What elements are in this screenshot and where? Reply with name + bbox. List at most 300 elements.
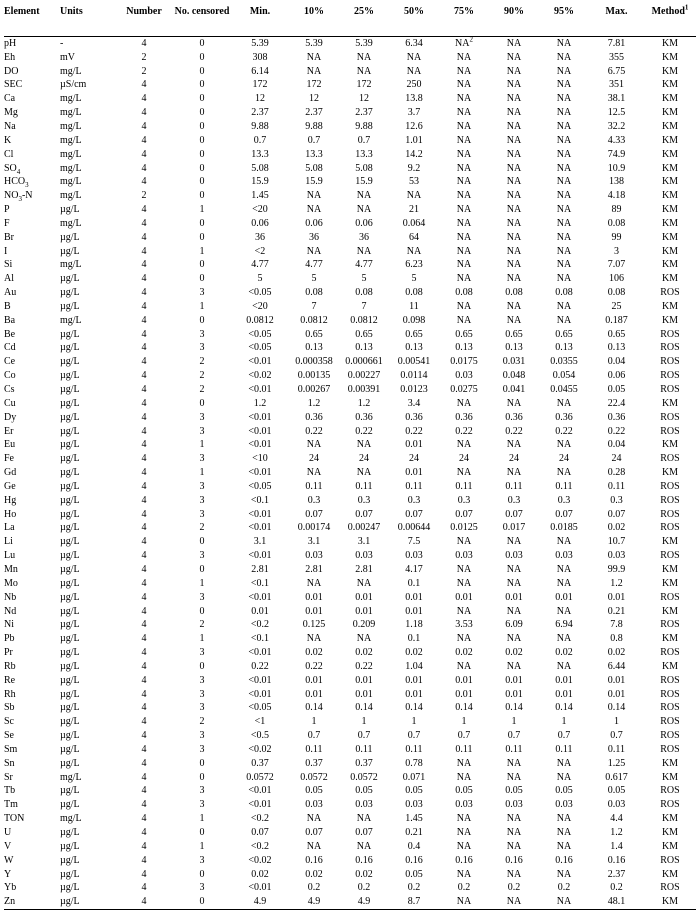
cell-number bbox=[115, 757, 173, 771]
cell-text: NA bbox=[506, 93, 522, 105]
cell-method bbox=[644, 785, 696, 799]
cell-text: 1.2 bbox=[610, 577, 623, 589]
cell-text: NA bbox=[556, 204, 572, 216]
cell-text: <0.02 bbox=[248, 370, 272, 382]
cell-text: ROS bbox=[660, 702, 680, 714]
cell-p90 bbox=[489, 868, 539, 882]
cell-no-censored bbox=[173, 466, 231, 480]
cell-text: µg/L bbox=[60, 356, 80, 368]
cell-p75 bbox=[439, 162, 489, 176]
cell-min bbox=[231, 162, 289, 176]
cell-text: 4 bbox=[141, 674, 147, 686]
cell-method bbox=[644, 79, 696, 93]
cell-text: 0.11 bbox=[505, 480, 523, 492]
cell-number bbox=[115, 563, 173, 577]
cell-text: 0 bbox=[199, 397, 205, 409]
cell-text: 0.03 bbox=[555, 799, 573, 811]
cell-units bbox=[60, 383, 115, 397]
footnote-marker: 1 bbox=[684, 3, 689, 12]
cell-text: 0.01 bbox=[305, 674, 323, 686]
cell-p10 bbox=[289, 425, 339, 439]
cell-text: 12 bbox=[255, 93, 265, 105]
cell-text: <0.05 bbox=[248, 328, 272, 340]
cell-p50 bbox=[389, 591, 439, 605]
cell-text: NA bbox=[456, 813, 472, 825]
cell-p10 bbox=[289, 771, 339, 785]
cell-p10 bbox=[289, 272, 339, 286]
cell-text: 4 bbox=[141, 854, 147, 866]
cell-text: NA bbox=[506, 231, 522, 243]
cell-text: NA bbox=[456, 757, 472, 769]
cell-min bbox=[231, 148, 289, 162]
cell-p90 bbox=[489, 134, 539, 148]
cell-number bbox=[115, 618, 173, 632]
cell-text: 4 bbox=[141, 813, 147, 825]
cell-min bbox=[231, 175, 289, 189]
cell-p25 bbox=[339, 591, 389, 605]
table-row bbox=[4, 466, 696, 480]
cell-text: ROS bbox=[660, 287, 680, 299]
cell-text: 13.3 bbox=[355, 148, 373, 160]
cell-p50 bbox=[389, 618, 439, 632]
cell-method bbox=[644, 120, 696, 134]
cell-text: 1 bbox=[199, 245, 205, 257]
cell-p90 bbox=[489, 729, 539, 743]
header-p50 bbox=[389, 3, 439, 37]
cell-units bbox=[60, 148, 115, 162]
cell-method bbox=[644, 189, 696, 203]
cell-text: 5.39 bbox=[251, 37, 269, 49]
cell-text: 0.16 bbox=[405, 854, 423, 866]
cell-text: 0.22 bbox=[405, 425, 423, 437]
cell-text: 0.65 bbox=[405, 328, 423, 340]
cell-text: <10 bbox=[252, 453, 268, 465]
cell-text: 1 bbox=[561, 716, 567, 728]
table-row bbox=[4, 743, 696, 757]
cell-number bbox=[115, 259, 173, 273]
table-row bbox=[4, 508, 696, 522]
cell-text: 0.01 bbox=[405, 605, 423, 617]
cell-p25 bbox=[339, 203, 389, 217]
cell-text: 1 bbox=[199, 813, 205, 825]
cell-text: 0.0572 bbox=[246, 771, 274, 783]
cell-units bbox=[60, 591, 115, 605]
cell-text: 0.06 bbox=[305, 217, 323, 229]
cell-text: µg/L bbox=[60, 868, 80, 880]
cell-text: Li bbox=[4, 536, 13, 548]
table-row bbox=[4, 591, 696, 605]
header-p25 bbox=[339, 3, 389, 37]
cell-text: 4 bbox=[141, 633, 147, 645]
cell-units bbox=[60, 868, 115, 882]
cell-text: NA bbox=[506, 868, 522, 880]
cell-text: <0.02 bbox=[248, 854, 272, 866]
cell-units bbox=[60, 466, 115, 480]
cell-p25 bbox=[339, 688, 389, 702]
cell-text: NA bbox=[456, 577, 472, 589]
cell-p50 bbox=[389, 120, 439, 134]
header-no-censored bbox=[173, 3, 231, 37]
cell-text: 0.13 bbox=[455, 342, 473, 354]
cell-text: SO bbox=[4, 162, 17, 174]
cell-min bbox=[231, 826, 289, 840]
cell-units bbox=[60, 217, 115, 231]
cell-text: K bbox=[4, 134, 12, 146]
cell-text: 0.03 bbox=[505, 799, 523, 811]
cell-p25 bbox=[339, 660, 389, 674]
cell-min bbox=[231, 798, 289, 812]
cell-text: ROS bbox=[660, 550, 680, 562]
cell-text: 0.7 bbox=[557, 730, 571, 742]
cell-method bbox=[644, 438, 696, 452]
cell-p90 bbox=[489, 397, 539, 411]
cell-p90 bbox=[489, 162, 539, 176]
cell-text: 0.37 bbox=[251, 757, 269, 769]
cell-text: NA bbox=[456, 93, 472, 105]
cell-text: 3 bbox=[199, 425, 205, 437]
cell-text: 0.064 bbox=[402, 217, 426, 229]
cell-p90 bbox=[489, 480, 539, 494]
cell-text: 6.75 bbox=[607, 65, 626, 77]
cell-number bbox=[115, 480, 173, 494]
cell-text: µg/L bbox=[60, 785, 80, 797]
cell-text: 0.209 bbox=[352, 619, 376, 631]
cell-text: 0.22 bbox=[251, 660, 269, 672]
cell-p90 bbox=[489, 189, 539, 203]
cell-element bbox=[4, 51, 60, 65]
cell-text: KM bbox=[661, 231, 679, 243]
cell-units bbox=[60, 771, 115, 785]
cell-number bbox=[115, 605, 173, 619]
cell-text: 0.02 bbox=[305, 647, 323, 659]
cell-text: 8.7 bbox=[407, 896, 421, 908]
cell-units bbox=[60, 729, 115, 743]
cell-text: µg/L bbox=[60, 494, 80, 506]
cell-max bbox=[589, 826, 644, 840]
cell-p10 bbox=[289, 328, 339, 342]
cell-p50 bbox=[389, 715, 439, 729]
cell-text: µg/L bbox=[60, 882, 80, 894]
cell-text: KM bbox=[661, 813, 679, 825]
cell-p10 bbox=[289, 840, 339, 854]
cell-text: <0.2 bbox=[250, 840, 270, 852]
cell-p50 bbox=[389, 203, 439, 217]
cell-max bbox=[589, 328, 644, 342]
cell-units bbox=[60, 452, 115, 466]
cell-p50 bbox=[389, 577, 439, 591]
cell-number bbox=[115, 494, 173, 508]
cell-no-censored bbox=[173, 688, 231, 702]
cell-text: 0.017 bbox=[502, 522, 526, 534]
cell-text: 0.0455 bbox=[550, 384, 578, 396]
cell-text: KM bbox=[661, 300, 679, 312]
cell-p50 bbox=[389, 65, 439, 79]
cell-p10 bbox=[289, 549, 339, 563]
cell-p50 bbox=[389, 660, 439, 674]
cell-text: 4 bbox=[141, 314, 147, 326]
cell-text: 0.0175 bbox=[450, 356, 478, 368]
table-row bbox=[4, 411, 696, 425]
cell-element bbox=[4, 369, 60, 383]
cell-text: 0.11 bbox=[355, 480, 373, 492]
cell-text: 351 bbox=[609, 79, 624, 91]
cell-text: 4 bbox=[141, 882, 147, 894]
cell-number bbox=[115, 51, 173, 65]
cell-text: 0.28 bbox=[607, 467, 626, 479]
cell-no-censored bbox=[173, 383, 231, 397]
cell-no-censored bbox=[173, 65, 231, 79]
cell-number bbox=[115, 895, 173, 909]
cell-element bbox=[4, 383, 60, 397]
cell-text: µg/L bbox=[60, 453, 80, 465]
cell-p25 bbox=[339, 812, 389, 826]
cell-element bbox=[4, 397, 60, 411]
cell-min bbox=[231, 272, 289, 286]
cell-p90 bbox=[489, 452, 539, 466]
cell-no-censored bbox=[173, 591, 231, 605]
cell-text: NA bbox=[556, 65, 572, 77]
cell-min bbox=[231, 65, 289, 79]
cell-text: 3.4 bbox=[407, 397, 421, 409]
cell-text: 0.11 bbox=[607, 743, 626, 755]
cell-text: NA bbox=[556, 134, 572, 146]
cell-max bbox=[589, 508, 644, 522]
cell-text: Y bbox=[4, 868, 12, 880]
cell-p10 bbox=[289, 798, 339, 812]
cell-units bbox=[60, 106, 115, 120]
cell-text: NA bbox=[306, 51, 322, 63]
cell-text: 5.08 bbox=[355, 162, 373, 174]
cell-text: 74.9 bbox=[607, 148, 626, 160]
cell-text: NA bbox=[556, 840, 572, 852]
cell-p50 bbox=[389, 300, 439, 314]
cell-text: 4 bbox=[141, 896, 147, 908]
cell-number bbox=[115, 674, 173, 688]
cell-p90 bbox=[489, 785, 539, 799]
cell-p25 bbox=[339, 51, 389, 65]
cell-p25 bbox=[339, 120, 389, 134]
header-p90 bbox=[489, 3, 539, 37]
header-p95 bbox=[539, 3, 589, 37]
cell-p95 bbox=[539, 674, 589, 688]
cell-text: 3 bbox=[199, 785, 205, 797]
cell-max bbox=[589, 355, 644, 369]
cell-text: 4 bbox=[141, 397, 147, 409]
cell-text: 1 bbox=[614, 716, 619, 728]
cell-text: <0.1 bbox=[250, 494, 270, 506]
cell-text: 1.25 bbox=[607, 757, 626, 769]
cell-p10 bbox=[289, 854, 339, 868]
cell-text: V bbox=[4, 840, 12, 852]
cell-element bbox=[4, 688, 60, 702]
cell-min bbox=[231, 591, 289, 605]
cell-min bbox=[231, 715, 289, 729]
cell-text: 0.04 bbox=[607, 439, 626, 451]
cell-text: 4 bbox=[141, 743, 147, 755]
cell-p25 bbox=[339, 549, 389, 563]
cell-text: 0.01 bbox=[607, 591, 626, 603]
cell-text: mg/L bbox=[60, 107, 82, 119]
cell-text: 0.36 bbox=[405, 411, 423, 423]
cell-number bbox=[115, 438, 173, 452]
cell-text: NA bbox=[356, 245, 372, 257]
cell-text: 0.07 bbox=[455, 508, 473, 520]
cell-text: ROS bbox=[660, 854, 680, 866]
cell-no-censored bbox=[173, 549, 231, 563]
cell-text: 0.22 bbox=[505, 425, 523, 437]
cell-text: NA bbox=[556, 245, 572, 257]
cell-text: 3 bbox=[199, 799, 205, 811]
cell-text: Co bbox=[4, 370, 16, 382]
cell-text: 4 bbox=[141, 411, 147, 423]
cell-units bbox=[60, 494, 115, 508]
cell-text: 2.37 bbox=[305, 107, 323, 119]
cell-text: 4 bbox=[141, 287, 147, 299]
cell-method bbox=[644, 452, 696, 466]
cell-p10 bbox=[289, 480, 339, 494]
cell-text: 0.03 bbox=[455, 550, 473, 562]
cell-text: NA bbox=[456, 65, 472, 77]
cell-method bbox=[644, 868, 696, 882]
cell-text: 3 bbox=[199, 882, 205, 894]
cell-method bbox=[644, 549, 696, 563]
cell-method bbox=[644, 300, 696, 314]
cell-text: 0.11 bbox=[305, 743, 323, 755]
cell-p90 bbox=[489, 632, 539, 646]
cell-p25 bbox=[339, 466, 389, 480]
cell-method bbox=[644, 175, 696, 189]
cell-no-censored bbox=[173, 425, 231, 439]
cell-p75 bbox=[439, 785, 489, 799]
cell-no-censored bbox=[173, 342, 231, 356]
cell-text: 1 bbox=[199, 204, 205, 216]
cell-p95 bbox=[539, 272, 589, 286]
cell-text: ROS bbox=[660, 730, 680, 742]
header-label: 95% bbox=[554, 6, 574, 17]
cell-p10 bbox=[289, 577, 339, 591]
cell-min bbox=[231, 452, 289, 466]
cell-text: NA bbox=[556, 314, 572, 326]
cell-p90 bbox=[489, 577, 539, 591]
cell-text: NA bbox=[456, 107, 472, 119]
cell-text: Ni bbox=[4, 619, 14, 631]
cell-min bbox=[231, 480, 289, 494]
cell-number bbox=[115, 771, 173, 785]
cell-p75 bbox=[439, 854, 489, 868]
header-label: Element bbox=[4, 6, 40, 17]
cell-units bbox=[60, 812, 115, 826]
cell-text: mg/L bbox=[60, 314, 82, 326]
cell-p10 bbox=[289, 355, 339, 369]
cell-max bbox=[589, 162, 644, 176]
table-row bbox=[4, 785, 696, 799]
cell-element bbox=[4, 203, 60, 217]
subscript: 3 bbox=[18, 195, 22, 204]
cell-text: 5.39 bbox=[305, 37, 323, 49]
cell-text: 0.00135 bbox=[297, 370, 331, 382]
header-units bbox=[60, 3, 115, 37]
cell-text: 12 bbox=[309, 93, 319, 105]
cell-p75 bbox=[439, 425, 489, 439]
cell-p25 bbox=[339, 881, 389, 895]
cell-p25 bbox=[339, 854, 389, 868]
cell-min bbox=[231, 881, 289, 895]
cell-text: <0.01 bbox=[248, 425, 272, 437]
cell-text: NA bbox=[506, 51, 522, 63]
cell-text: <1 bbox=[254, 716, 266, 728]
cell-text: NA bbox=[306, 439, 322, 451]
cell-no-censored bbox=[173, 37, 231, 51]
cell-text: Er bbox=[4, 425, 14, 437]
cell-p50 bbox=[389, 674, 439, 688]
cell-text: <0.01 bbox=[248, 591, 272, 603]
cell-text: NA bbox=[506, 633, 522, 645]
cell-min bbox=[231, 729, 289, 743]
cell-no-censored bbox=[173, 535, 231, 549]
cell-text: 0.06 bbox=[355, 217, 373, 229]
cell-number bbox=[115, 535, 173, 549]
cell-method bbox=[644, 314, 696, 328]
cell-text: 4.77 bbox=[355, 259, 373, 271]
cell-text: Cu bbox=[4, 397, 16, 409]
cell-text: 0.13 bbox=[355, 342, 373, 354]
cell-units bbox=[60, 314, 115, 328]
cell-text: 0.05 bbox=[607, 384, 626, 396]
cell-text: 0 bbox=[199, 827, 205, 839]
cell-text: 0 bbox=[199, 51, 205, 63]
cell-text: 4 bbox=[141, 162, 147, 174]
cell-max bbox=[589, 148, 644, 162]
cell-text: 0.03 bbox=[455, 370, 473, 382]
cell-text: 0.00174 bbox=[297, 522, 331, 534]
cell-p10 bbox=[289, 535, 339, 549]
cell-element bbox=[4, 549, 60, 563]
cell-text: 4 bbox=[141, 771, 147, 783]
header-label: 75% bbox=[454, 6, 474, 17]
cell-number bbox=[115, 314, 173, 328]
cell-p75 bbox=[439, 245, 489, 259]
cell-text: 1.4 bbox=[610, 840, 623, 852]
cell-text: 0.37 bbox=[355, 757, 373, 769]
cell-element bbox=[4, 466, 60, 480]
cell-text: 0.041 bbox=[502, 384, 526, 396]
cell-text: 0.3 bbox=[557, 494, 571, 506]
cell-p95 bbox=[539, 563, 589, 577]
cell-text: 0.02 bbox=[505, 647, 523, 659]
cell-text: 4 bbox=[141, 716, 147, 728]
cell-text: KM bbox=[661, 633, 679, 645]
cell-units bbox=[60, 328, 115, 342]
cell-text: µg/L bbox=[60, 674, 80, 686]
cell-text: mg/L bbox=[60, 259, 82, 271]
cell-text: 0.07 bbox=[505, 508, 523, 520]
cell-text: 0.01 bbox=[355, 688, 373, 700]
cell-text: 0.7 bbox=[307, 730, 321, 742]
cell-units bbox=[60, 300, 115, 314]
cell-p75 bbox=[439, 314, 489, 328]
cell-method bbox=[644, 715, 696, 729]
cell-text: 0.02 bbox=[405, 647, 423, 659]
cell-method bbox=[644, 674, 696, 688]
cell-text: 12 bbox=[359, 93, 369, 105]
cell-text: 0.05 bbox=[607, 785, 626, 797]
cell-element bbox=[4, 438, 60, 452]
cell-text: 0.01 bbox=[251, 605, 269, 617]
cell-text: 13.8 bbox=[405, 93, 423, 105]
cell-text: 4 bbox=[141, 550, 147, 562]
cell-text: 0.36 bbox=[355, 411, 373, 423]
header-number bbox=[115, 3, 173, 37]
